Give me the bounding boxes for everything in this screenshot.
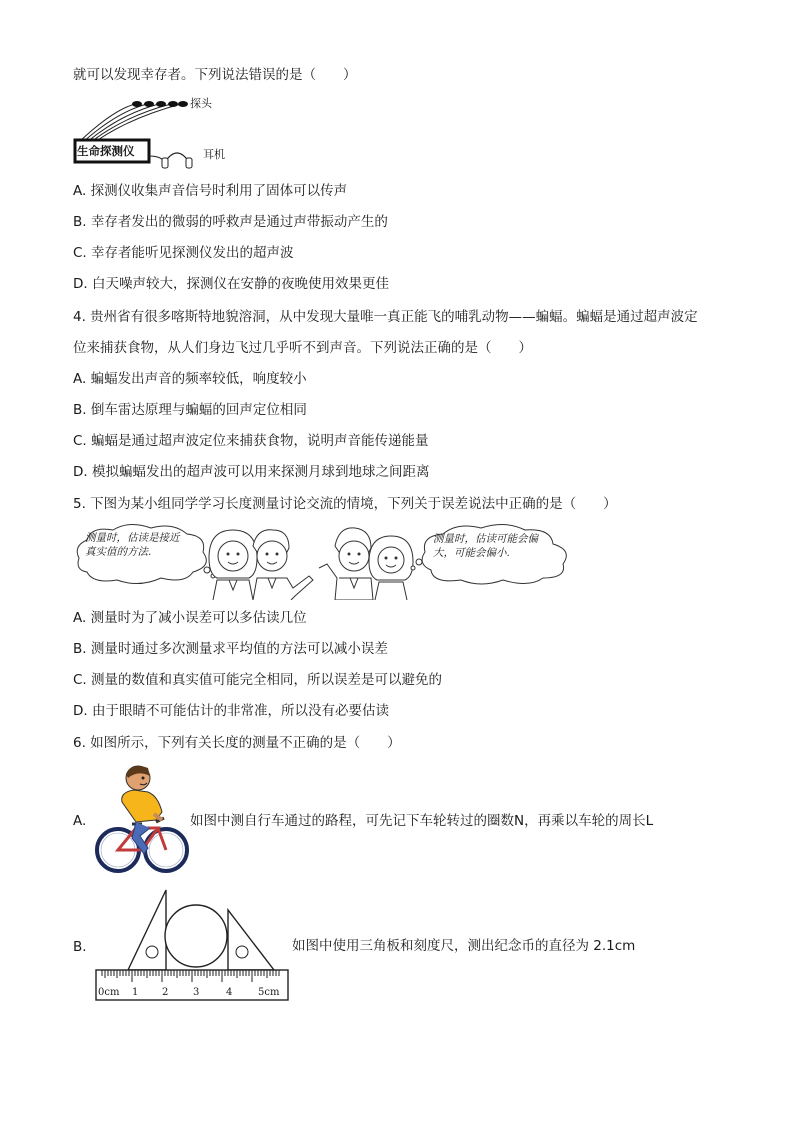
q4-option-b: B. 倒车雷达原理与蝙蝠的回声定位相同	[73, 402, 307, 418]
q3-option-b: B. 幸存者发出的微弱的呼救声是通过声带振动产生的	[73, 214, 388, 230]
q4-option-c: C. 蝙蝠是通过超声波定位来捕获食物，说明声音能传递能量	[73, 433, 429, 449]
ruler-label-4: 4	[226, 987, 233, 998]
q3-option-a: A. 探测仪收集声音信号时利用了固体可以传声	[73, 183, 348, 199]
ruler-coin-figure	[94, 886, 290, 1004]
q4-stem-line1: 4. 贵州省有很多喀斯特地貌溶洞，从中发现大量唯一真正能飞的哺乳动物——蝙蝠。蝙蝠是通过超声波定	[73, 309, 698, 325]
bubble-left-line2: 真实值的方法.	[85, 546, 152, 558]
discussion-figure	[73, 518, 579, 600]
bubble-left-line1: 测量时，估读是接近	[85, 532, 180, 544]
ruler-label-5: 5cm	[258, 987, 280, 998]
device-label: 生命探测仪	[77, 144, 135, 158]
q5-option-d: D. 由于眼睛不可能估计的非常准，所以没有必要估读	[73, 703, 389, 719]
q6-option-a-text: 如图中测自行车通过的路程，可先记下车轮转过的圈数N，再乘以车轮的周长L	[190, 813, 654, 829]
q3-option-d: D. 白天噪声较大，探测仪在安静的夜晚使用效果更佳	[73, 276, 389, 292]
ruler-label-3: 3	[193, 987, 200, 998]
student-boy-icon	[253, 530, 313, 600]
q4-option-a: A. 蝙蝠发出声音的频率较低，响度较小	[73, 371, 307, 387]
student-girl-icon	[209, 530, 257, 600]
q4-stem-line2: 位来捕获食物，从人们身边飞过几乎听不到声音。下列说法正确的是（ ）	[73, 340, 532, 356]
q6-option-b-text: 如图中使用三角板和刻度尺，测出纪念币的直径为 2.1cm	[292, 938, 636, 954]
bicycle-figure	[92, 762, 190, 874]
bubble-right-line2: 大，可能会偏小.	[433, 547, 510, 559]
q3-option-c: C. 幸存者能听见探测仪发出的超声波	[73, 245, 294, 261]
q5-option-a: A. 测量时为了减小误差可以多估读几位	[73, 610, 307, 626]
ruler-label-2: 2	[162, 987, 169, 998]
q5-option-b: B. 测量时通过多次测量求平均值的方法可以减小误差	[73, 641, 388, 657]
q6-option-a-letter: A.	[73, 813, 87, 829]
coin-icon	[165, 905, 227, 967]
q6-stem: 6. 如图所示，下列有关长度的测量不正确的是（ ）	[73, 735, 401, 751]
triangle-ruler-right-icon	[228, 910, 274, 970]
earphone-icon	[162, 153, 192, 168]
ruler-label-0: 0cm	[98, 987, 120, 998]
bubble-right-line1: 测量时，估读可能会偏	[433, 533, 538, 545]
triangle-ruler-left-icon	[128, 890, 166, 970]
q6-option-b-letter: B.	[73, 939, 87, 955]
q5-option-c: C. 测量的数值和真实值可能完全相同，所以误差是可以避免的	[73, 672, 443, 688]
q5-stem: 5. 下图为某小组同学学习长度测量讨论交流的情境，下列关于误差说法中正确的是（ ）	[73, 496, 617, 512]
probe-icons	[132, 101, 188, 107]
earphone-label: 耳机	[203, 148, 225, 161]
student-boy-icon	[319, 528, 373, 600]
student-girl-icon	[369, 536, 413, 600]
cyclist-icon	[92, 762, 190, 874]
ruler-label-1: 1	[132, 987, 139, 998]
probe-label: 探头	[190, 97, 212, 110]
life-detector-figure	[73, 90, 273, 170]
q3-intro: 就可以发现幸存者。下列说法错误的是（ ）	[73, 67, 357, 83]
q4-option-d: D. 模拟蝙蝠发出的超声波可以用来探测月球到地球之间距离	[73, 464, 430, 480]
